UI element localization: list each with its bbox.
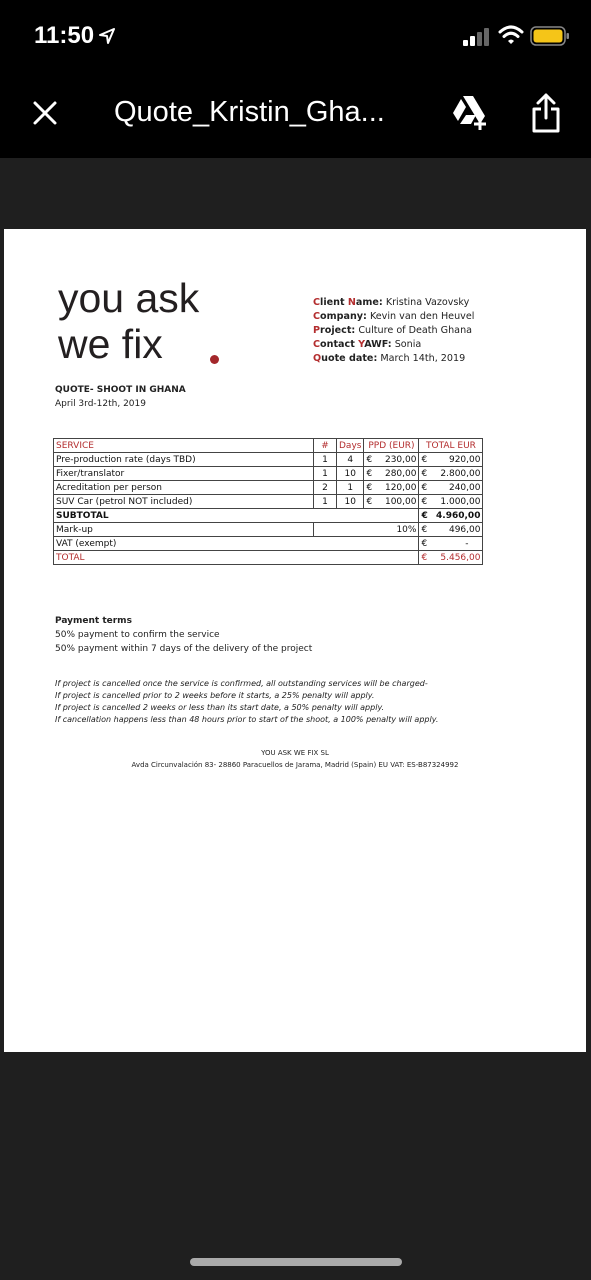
vat-value: € - [419, 537, 483, 551]
row-ppd: € 100,00 [364, 495, 419, 509]
row-ppd: € 120,00 [364, 481, 419, 495]
row-service: Fixer/translator [54, 467, 314, 481]
header-ppd: PPD (EUR) [364, 439, 419, 453]
contact-row: Contact YAWF: Sonia [313, 339, 422, 350]
document-footer [4, 747, 586, 771]
quote-title: QUOTE- SHOOT IN GHANA [55, 385, 186, 395]
payment-terms-heading: Payment terms [55, 616, 132, 626]
home-indicator[interactable] [190, 1258, 402, 1266]
row-days: 10 [337, 495, 364, 509]
row-service: SUV Car (petrol NOT included) [54, 495, 314, 509]
subtotal-label: SUBTOTAL [54, 509, 419, 523]
table-row [54, 481, 483, 495]
total-label: TOTAL [54, 551, 419, 565]
header-total: TOTAL EUR [419, 439, 483, 453]
quote-date-row: Quote date: March 14th, 2019 [313, 353, 466, 364]
logo-line-1: you ask [58, 275, 200, 321]
row-total: € 920,00 [419, 453, 483, 467]
markup-percent: 10% [314, 523, 419, 537]
markup-label: Mark-up [54, 523, 314, 537]
row-total: € 2.800,00 [419, 467, 483, 481]
footer-address: Avda Circunvalación 83- 28860 Paracuellos de Jarama, Madrid (Spain) EU VAT: ES-B87324992 [131, 761, 459, 769]
subtotal-row [54, 509, 483, 523]
navigation-bar [0, 70, 591, 158]
location-arrow-icon [98, 27, 116, 45]
header-days: Days [337, 439, 364, 453]
cancellation-line: If project is cancelled once the service is confirmed, all outstanding services will be charged- [55, 679, 428, 688]
services-table [53, 438, 483, 565]
row-service: Acreditation per person [54, 481, 314, 495]
client-name-row: Client Name: Kristina Vazovsky [313, 297, 470, 308]
table-row [54, 495, 483, 509]
table-row [54, 467, 483, 481]
row-days: 1 [337, 481, 364, 495]
row-total: € 240,00 [419, 481, 483, 495]
row-ppd: € 280,00 [364, 467, 419, 481]
quote-dates: April 3rd-12th, 2019 [55, 399, 146, 409]
header-count: # [314, 439, 337, 453]
vat-label: VAT (exempt) [54, 537, 419, 551]
logo-dot [210, 355, 219, 364]
markup-value: € 496,00 [419, 523, 483, 537]
total-value: € 5.456,00 [419, 551, 483, 565]
close-icon[interactable] [28, 96, 62, 130]
table-header-row [54, 439, 483, 453]
cellular-signal-icon [462, 28, 492, 46]
wifi-icon [498, 24, 524, 46]
quote-heading [55, 383, 186, 411]
cancellation-line: If project is cancelled 2 weeks or less than its start date, a 50% penalty will apply. [55, 703, 385, 712]
cancellation-line: If project is cancelled prior to 2 weeks before it starts, a 25% penalty will apply. [55, 691, 375, 700]
document-title: Quote_Kristin_Gha... [114, 96, 385, 128]
row-ppd: € 230,00 [364, 453, 419, 467]
footer-company: YOU ASK WE FIX SL [261, 749, 329, 757]
header-service: SERVICE [54, 439, 314, 453]
payment-term-line: 50% payment within 7 days of the delivery of the project [55, 644, 313, 654]
table-row [54, 453, 483, 467]
company-logo [58, 275, 199, 367]
total-row [54, 551, 483, 565]
logo-line-2: we fix [58, 321, 163, 367]
add-to-drive-icon[interactable] [450, 94, 490, 132]
row-service: Pre-production rate (days TBD) [54, 453, 314, 467]
cancellation-policy [55, 678, 438, 726]
cancellation-line: If cancellation happens less than 48 hours prior to start of the shoot, a 100% penalty will apply. [55, 715, 439, 724]
row-days: 4 [337, 453, 364, 467]
status-time: 11:50 [34, 22, 95, 49]
client-info [313, 296, 474, 366]
row-count: 1 [314, 467, 337, 481]
payment-terms [55, 614, 312, 656]
vat-row [54, 537, 483, 551]
battery-icon [530, 26, 570, 46]
payment-term-line: 50% payment to confirm the service [55, 630, 220, 640]
project-row: Project: Culture of Death Ghana [313, 325, 473, 336]
markup-row [54, 523, 483, 537]
row-count: 1 [314, 495, 337, 509]
status-bar [0, 0, 591, 70]
document-page [4, 229, 586, 1052]
row-count: 2 [314, 481, 337, 495]
row-count: 1 [314, 453, 337, 467]
share-icon[interactable] [530, 92, 562, 134]
subtotal-value: € 4.960,00 [419, 509, 483, 523]
company-row: Company: Kevin van den Heuvel [313, 311, 475, 322]
row-days: 10 [337, 467, 364, 481]
row-total: € 1.000,00 [419, 495, 483, 509]
